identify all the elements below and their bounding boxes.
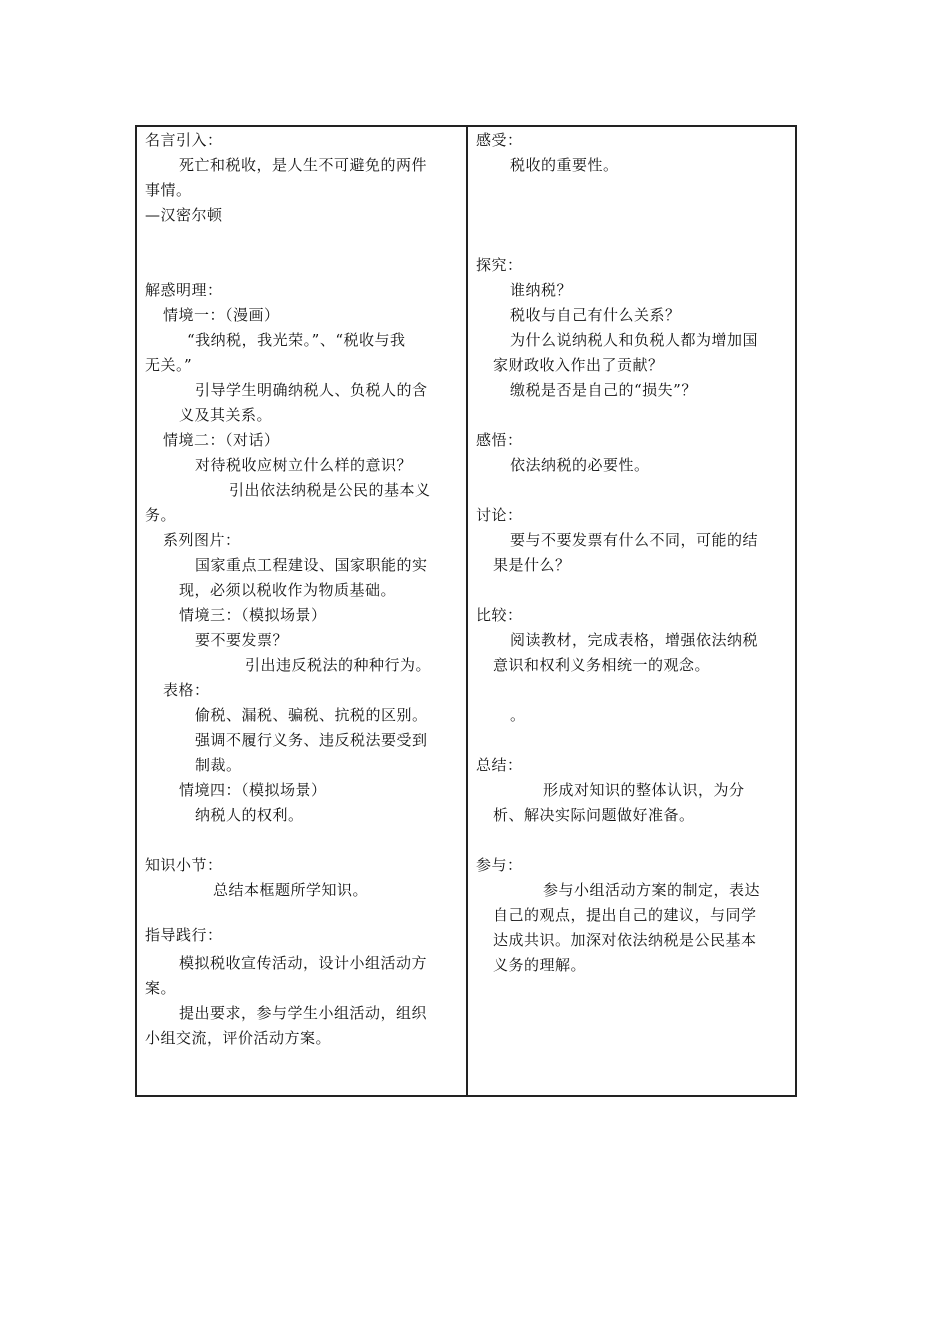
- explore-question: 家财政收入作出了贡献？: [493, 356, 664, 374]
- feel-text: 税收的重要性。: [510, 156, 619, 174]
- practice-text: 小组交流，评价活动方案。: [145, 1029, 332, 1047]
- join-text: 达成共识。加深对依法纳税是公民基本: [493, 931, 757, 949]
- explore-question: 税收与自己有什么关系？: [510, 306, 681, 324]
- scene4-title: 情境四：（模拟场景）: [179, 781, 327, 799]
- conclude-text: 析、解决实际问题做好准备。: [493, 806, 695, 824]
- scene2-title: 情境二：（对话）: [163, 431, 280, 449]
- pictures-text: 现，必须以税收作为物质基础。: [179, 581, 397, 599]
- table-title: 表格：: [163, 681, 210, 699]
- quote-text-line: 事情。: [145, 181, 192, 199]
- scene2-lead: 务。: [145, 506, 177, 524]
- practice-text: 案。: [145, 979, 177, 997]
- scene1-quote: “我纳税，我光荣。”、“税收与我: [187, 331, 406, 349]
- compare-text: 阅读教材，完成表格，增强依法纳税: [510, 631, 759, 649]
- practice-text: 模拟税收宣传活动，设计小组活动方: [179, 954, 428, 972]
- conclude-text: 形成对知识的整体认识，为分: [543, 781, 745, 799]
- practice-text: 提出要求，参与学生小组活动，组织: [179, 1004, 428, 1022]
- lesson-table: [135, 125, 797, 1097]
- insight-text: 依法纳税的必要性。: [510, 456, 650, 474]
- feel-heading: 感受：: [476, 131, 523, 149]
- scene2-lead: 引出依法纳税是公民的基本义: [229, 481, 431, 499]
- summary-text: 总结本框题所学知识。: [213, 881, 369, 899]
- quote-text-line: 死亡和税收，是人生不可避免的两件: [179, 156, 428, 174]
- join-text: 参与小组活动方案的制定，表达: [543, 881, 761, 899]
- explore-question: 为什么说纳税人和负税人都为增加国: [510, 331, 759, 349]
- table-text: 制裁。: [195, 756, 242, 774]
- pictures-text: 国家重点工程建设、国家职能的实: [195, 556, 428, 574]
- compare-text: 意识和权利义务相统一的观念。: [493, 656, 711, 674]
- conclude-heading: 总结：: [476, 756, 523, 774]
- scene3-title: 情境三：（模拟场景）: [179, 606, 327, 624]
- scene2-question: 对待税收应树立什么样的意识？: [195, 456, 413, 474]
- scene3-question: 要不要发票？: [195, 631, 289, 649]
- discuss-text: 果是什么？: [493, 556, 571, 574]
- scene4-text: 纳税人的权利。: [195, 806, 304, 824]
- compare-period: 。: [510, 706, 526, 724]
- join-text: 义务的理解。: [493, 956, 587, 974]
- explore-heading: 探究：: [476, 256, 523, 274]
- join-text: 自己的观点，提出自己的建议，与同学: [493, 906, 757, 924]
- column-divider: [466, 127, 468, 1095]
- scene1-guide: 引导学生明确纳税人、负税人的含: [195, 381, 428, 399]
- table-text: 偷税、漏税、骗税、抗税的区别。: [195, 706, 428, 724]
- summary-heading: 知识小节：: [145, 856, 223, 874]
- join-heading: 参与：: [476, 856, 523, 874]
- discuss-text: 要与不要发票有什么不同，可能的结: [510, 531, 759, 549]
- scene3-lead: 引出违反税法的种种行为。: [245, 656, 432, 674]
- scene1-guide: 义及其关系。: [179, 406, 273, 424]
- scene1-quote: 无关。”: [145, 356, 193, 374]
- pictures-title: 系列图片：: [163, 531, 241, 549]
- practice-heading: 指导践行：: [145, 926, 223, 944]
- table-text: 强调不履行义务、违反税法要受到: [195, 731, 428, 749]
- compare-heading: 比较：: [476, 606, 523, 624]
- quote-author: —汉密尔顿: [145, 206, 223, 224]
- explore-question: 缴税是否是自己的“损失”？: [510, 381, 697, 399]
- scene1-title: 情境一：（漫画）: [163, 306, 280, 324]
- explore-question: 谁纳税？: [510, 281, 573, 299]
- explain-heading: 解惑明理：: [145, 281, 223, 299]
- insight-heading: 感悟：: [476, 431, 523, 449]
- discuss-heading: 讨论：: [476, 506, 523, 524]
- quote-heading: 名言引入：: [145, 131, 223, 149]
